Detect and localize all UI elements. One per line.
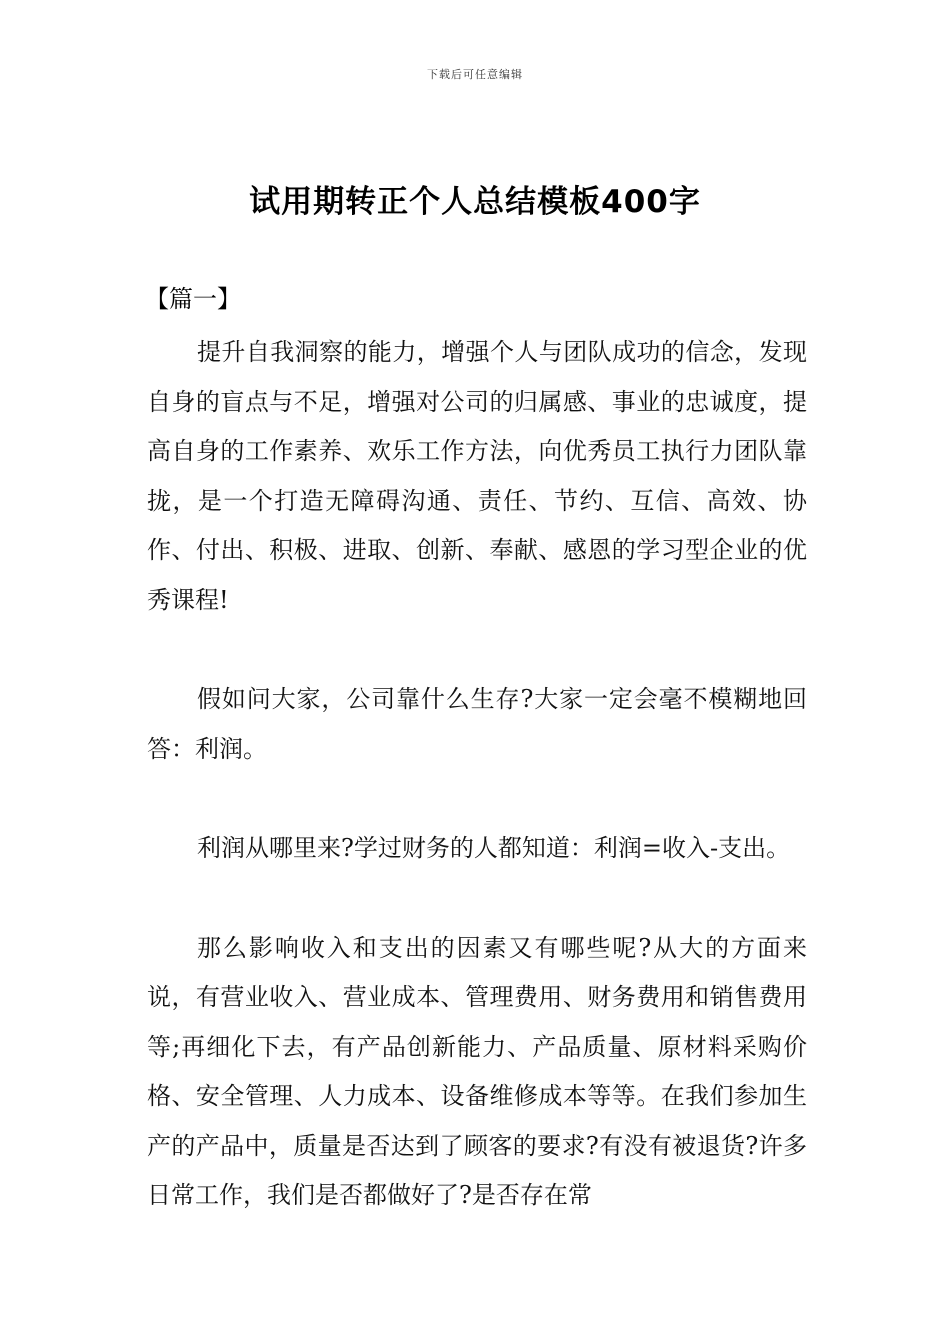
paragraph-gap	[147, 625, 807, 675]
paragraph-1: 提升自我洞察的能力，增强个人与团队成功的信念，发现自身的盲点与不足，增强对公司的归属感、事业的忠诚度，提高自身的工作素养、欢乐工作方法，向优秀员工执行力团队靠拢，是一个打造无障碍沟通、责任、节约、互信、高效、协作、付出、积极、进取、创新、奉献、感恩的学习型企业的优秀课程!	[147, 338, 807, 614]
paragraph-2: 假如问大家，公司靠什么生存?大家一定会毫不模糊地回答：利润。	[147, 685, 807, 763]
paragraph-4: 那么影响收入和支出的因素又有哪些呢?从大的方面来说，有营业收入、营业成本、管理费用、财务费用和销售费用等;再细化下去，有产品创新能力、产品质量、原材料采购价格、安全管理、人力成本、设备维修成本等等。在我们参加生产的产品中，质量是否达到了顾客的要求?有没有被退货?许多日常工作，我们是否都做好了?是否存在常	[147, 933, 807, 1209]
paragraph-gap	[147, 874, 807, 924]
header-note: 下载后可任意编辑	[427, 68, 523, 81]
section-label: 【篇一】	[145, 285, 241, 313]
paragraph-3: 利润从哪里来?学过财务的人都知道：利润=收入-支出。	[197, 834, 791, 862]
document-title: 试用期转正个人总结模板400字	[249, 184, 701, 220]
paragraph-gap	[147, 774, 807, 824]
document-body	[147, 280, 807, 1221]
